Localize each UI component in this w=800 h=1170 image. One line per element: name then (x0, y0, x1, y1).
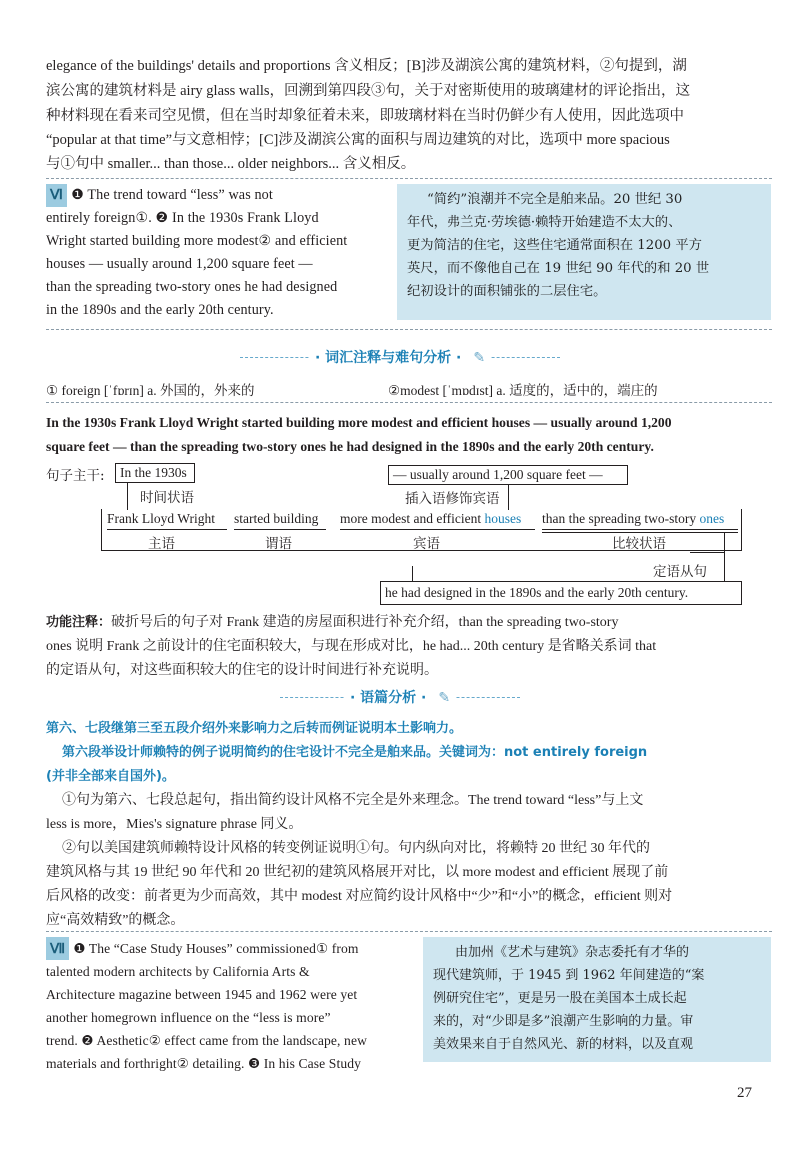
subject-label: 主语 (148, 536, 175, 552)
section-7-en-line-1: ❶ The “Case Study Houses” commissioned① from (73, 941, 359, 956)
divider (46, 402, 772, 403)
top-line-2: 滨公寓的建筑材料是 airy glass walls，回溯到第四段③句，关于对密斯使用的玻璃建材的评论指出，这 (46, 83, 691, 99)
section-6-cn-line-3: 更为简洁的住宅，这些住宅通常面积在 1200 平方 (407, 238, 702, 253)
analysis-sentence-line-2: square feet — than the spreading two-story ones he had designed in the 1890s and the early 20th century. (46, 439, 654, 454)
comparison-head: ones (699, 511, 725, 526)
section-7-cn-line-5: 美效果来自于自然风光、新的材料，以及直观 (433, 1037, 694, 1052)
comparison-label: 比较状语 (612, 536, 666, 552)
top-line-3: 种材料现在看来司空见惯，但在当时却象征着未来，即玻璃材料在当时仍鲜少有人使用，因此选项中 (46, 108, 684, 124)
section-6-cn-line-4: 英尺，而不像他自己在 19 世纪 90 年代的和 20 世 (407, 261, 710, 276)
section-7-chinese-box (423, 937, 771, 1062)
top-line-1: elegance of the buildings' details and proportions 含义相反；[B]涉及湖滨公寓的建筑材料，②句提到，湖 (46, 58, 687, 74)
object-underline (340, 529, 535, 530)
vocab-item-1: ① foreign [ˈfɒrɪn] a. 外国的，外来的 (46, 383, 255, 398)
section-7-en-line-5: trend. ❷ Aesthetic② effect came from the landscape, new (46, 1033, 368, 1048)
func-note-line-3: 的定语从句，对这些面积较大的住宅的设计时间进行补充说明。 (46, 663, 438, 678)
section-6-cn-line-2: 年代，弗兰克·劳埃德·赖特开始建造不太大的、 (407, 215, 682, 230)
insertion-label: 插入语修饰宾语 (405, 491, 500, 507)
section-6-en-line-3: Wright started building more modest② and efficient (46, 233, 348, 249)
section-7-cn-line-4: 来的，对“少即是多”浪潮产生影响的力量。审 (433, 1014, 694, 1029)
section-6-numeral: Ⅵ (46, 184, 67, 207)
discourse-p2-a: ②句以美国建筑师赖特设计风格的转变例证说明①句。句内纵向对比，将赖特 20 世纪 30 年代的 (62, 841, 650, 856)
relative-clause-label: 定语从句 (653, 564, 707, 580)
discourse-blue-2b: (并非全部来自国外)。 (46, 769, 175, 784)
object-premodifier: more modest and efficient (340, 511, 485, 526)
top-line-4: “popular at that time”与文意相悖；[C]涉及湖滨公寓的面积与周边建筑的对比，选项中 more spacious (46, 132, 670, 148)
section-7-en-line-3: Architecture magazine between 1945 and 1962 were yet (46, 987, 358, 1002)
section-7-en-line-6: materials and forthright② detailing. ❸ In his Case Study (46, 1056, 362, 1071)
connector (724, 533, 725, 581)
pen-icon: ✎ (432, 690, 456, 706)
section-6-en-line-6: in the 1890s and the early 20th century. (46, 302, 274, 318)
main-label: 句子主干: (46, 468, 105, 484)
subject-underline (107, 529, 227, 530)
time-adverbial-label: 时间状语 (140, 490, 194, 506)
insertion-box: — usually around 1,200 square feet — (388, 465, 628, 485)
discourse-p1-a: ①句为第六、七段总起句，指出简约设计风格不完全是外来理念。The trend toward “less”与上文 (62, 793, 644, 808)
time-adverbial-box: In the 1930s (115, 463, 195, 483)
subject-text: Frank Lloyd Wright (107, 511, 215, 526)
discourse-p1-b: less is more，Mies's signature phrase 同义。 (46, 817, 303, 832)
comparison-underline (542, 529, 738, 530)
func-note-lead: 功能注释： (46, 615, 112, 630)
discourse-heading-text: · 语篇分析 · (344, 690, 432, 706)
divider (46, 178, 772, 179)
discourse-p2-b: 建筑风格与其 19 世纪 90 年代和 20 世纪初的建筑风格展开对比，以 more modest and efficient 展现了前 (46, 865, 669, 880)
section-6-english (46, 184, 391, 322)
section-6-en-line-1: ❶ The trend toward “less” was not (71, 187, 273, 203)
func-note-text-1: 破折号后的句子对 Frank 建造的房屋面积进行补充介绍，than the spreading two-story (111, 615, 619, 630)
analysis-sentence-line-1: In the 1930s Frank Lloyd Wright started building more modest and efficient houses — usually around 1,200 (46, 415, 672, 430)
section-7-numeral: Ⅶ (46, 937, 69, 960)
relative-clause-box: he had designed in the 1890s and the early 20th century. (380, 581, 742, 605)
section-7-en-line-4: another homegrown influence on the “less is more” (46, 1010, 331, 1025)
vocab-heading (0, 347, 800, 367)
object-label: 宾语 (413, 536, 440, 552)
vocab-item-2: ②modest [ˈmɒdɪst] a. 适度的，适中的，端庄的 (388, 383, 658, 398)
section-6-chinese-box (397, 184, 771, 320)
connector (412, 566, 413, 581)
section-6-en-line-5: than the spreading two-story ones he had designed (46, 279, 338, 295)
discourse-blue-2a: 第六段举设计师赖特的例子说明简约的住宅设计不完全是舶来品。关键词为：not entirely foreign (62, 745, 648, 760)
func-note-line-1 (46, 611, 618, 631)
section-6-en-line-4: houses — usually around 1,200 square feet — (46, 256, 313, 272)
divider (46, 931, 772, 932)
divider (46, 329, 772, 330)
verb-underline (234, 529, 326, 530)
object-head: houses (484, 511, 522, 526)
section-7-cn-line-3: 例研究住宅”，更是另一股在美国本土成长起 (433, 991, 687, 1006)
section-7-english (46, 937, 418, 1075)
connector (690, 552, 724, 553)
section-6-cn-line-1: “简约”浪潮并不完全是舶来品。20 世纪 30 (427, 192, 683, 207)
section-7-cn-line-2: 现代建筑师，于 1945 到 1962 年间建造的“案 (433, 968, 705, 983)
section-7-cn-line-1: 由加州《艺术与建筑》杂志委托有才华的 (455, 945, 690, 960)
page-number: 27 (737, 1085, 752, 1101)
comparison-premodifier: than the spreading two-story (542, 511, 700, 526)
discourse-blue-1: 第六、七段继第三至五段介绍外来影响力之后转而例证说明本土影响力。 (46, 721, 463, 736)
verb-label: 谓语 (265, 536, 292, 552)
vocab-heading-text: · 词汇注释与难句分析 · (309, 350, 467, 366)
func-note-line-2: ones 说明 Frank 之前设计的住宅面积较大，与现在形成对比，he had... 20th century 是省略关系词 that (46, 639, 657, 654)
section-7-en-line-2: talented modern architects by California Arts & (46, 964, 310, 979)
object-text (340, 511, 521, 527)
verb-text: started building (234, 511, 319, 526)
section-6-cn-line-5: 纪初设计的面积铺张的二层住宅。 (407, 284, 607, 299)
pen-icon: ✎ (467, 350, 491, 366)
connector (127, 482, 128, 510)
discourse-p2-c: 后风格的改变：前者更为少而高效，其中 modest 对应简约设计风格中“少”和“小”的概念，efficient 则对 (46, 889, 673, 904)
section-6-en-line-2: entirely foreign①. ❷ In the 1930s Frank Lloyd (46, 210, 319, 226)
discourse-p2-d: 应“高效精致”的概念。 (46, 913, 185, 928)
top-line-5: 与①句中 smaller... than those... older neighbors... 含义相反。 (46, 156, 416, 172)
connector (508, 484, 509, 510)
comparison-text (542, 511, 724, 527)
discourse-heading (0, 687, 800, 707)
